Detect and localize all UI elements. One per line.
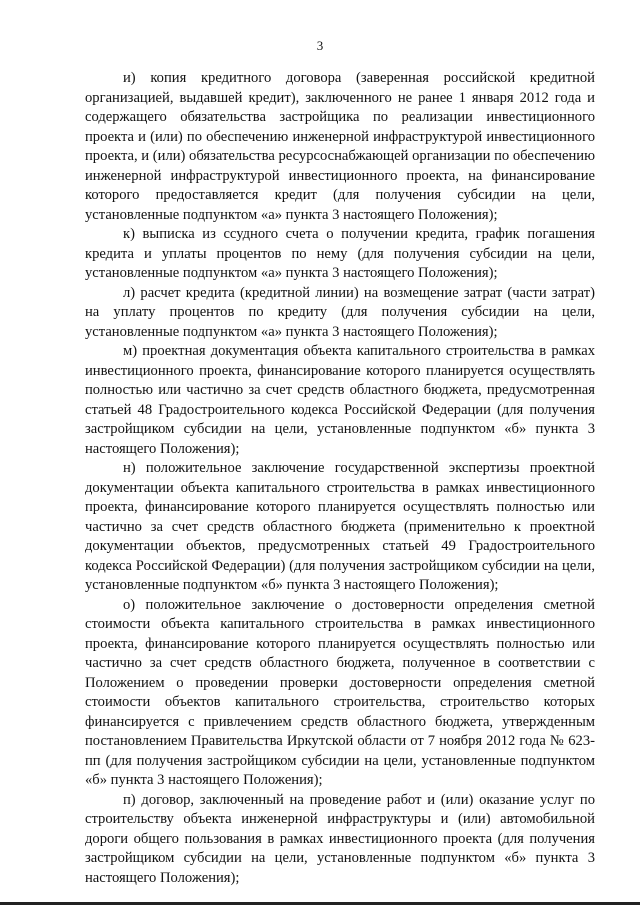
paragraph-n: н) положительное заключение государственной экспертизы проектной документации объекта капитального строительства в рамках инвестиционного проекта, финансирование которого планируется осуществлять полностью или частично за счет средств областного бюджета (применительно к проектной документации объектов, предусмотренных статьей 49 Градостроительного кодекса Российской Федерации) (для получения застройщиком субсидии на цели, установленные подпунктом «б» пункта 3 настоящего Положения);	[85, 460, 595, 593]
document-body	[85, 69, 595, 888]
paragraph-p: п) договор, заключенный на проведение работ и (или) оказание услуг по строительству объекта инженерной инфраструктуры и (или) автомобильной дороги общего пользования в рамках инвестиционного проекта (для получения застройщиком субсидии на цели, установленные подпунктом «б» пункта 3 настоящего Положения);	[85, 791, 595, 886]
paragraph-i: и) копия кредитного договора (заверенная российской кредитной организацией, выдавшей кредит), заключенного не ранее 1 января 2012 года и содержащего обязательства застройщика по реализации инвестиционного проекта и (или) по обеспечению инженерной инфраструктурой инвестиционного проекта, и (или) обязательства ресурсоснабжающей организации по обеспечению инженерной инфраструктурой инвестиционного проекта, на финансирование которого предоставляется кредит (для получения субсидии на цели, установленные подпунктом «а» пункта 3 настоящего Положения);	[85, 70, 595, 223]
paragraph-m: м) проектная документация объекта капитального строительства в рамках инвестиционного проекта, финансирование которого планируется осуществлять полностью или частично за счет средств областного бюджета, предусмотренная статьей 48 Градостроительного кодекса Российской Федерации (для получения застройщиком субсидии на цели, установленные подпунктом «б» пункта 3 настоящего Положения);	[85, 343, 595, 457]
paragraph-l: л) расчет кредита (кредитной линии) на возмещение затрат (части затрат) на уплату процентов по кредиту (для получения субсидии на цели, установленные подпунктом «а» пункта 3 настоящего Положения);	[85, 284, 595, 340]
paragraph-o: о) положительное заключение о достоверности определения сметной стоимости объекта капитального строительства в рамках инвестиционного проекта, финансирование которого планируется осуществлять полностью или частично за счет средств областного бюджета, полученное в соответствии с Положением о проведении проверки достоверности определения сметной стоимости объектов капитального строительства, строительство которых финансируется с привлечением средств областного бюджета, утвержденным постановлением Правительства Иркутской области от 7 ноября 2012 года № 623-пп (для получения застройщиком субсидии на цели, установленные подпунктом «б» пункта 3 настоящего Положения);	[85, 596, 595, 788]
paragraph-k: к) выписка из ссудного счета о получении кредита, график погашения кредита и уплаты процентов по нему (для получения субсидии на цели, установленные подпунктом «а» пункта 3 настоящего Положения);	[85, 226, 595, 281]
page-number: 3	[316, 38, 324, 53]
